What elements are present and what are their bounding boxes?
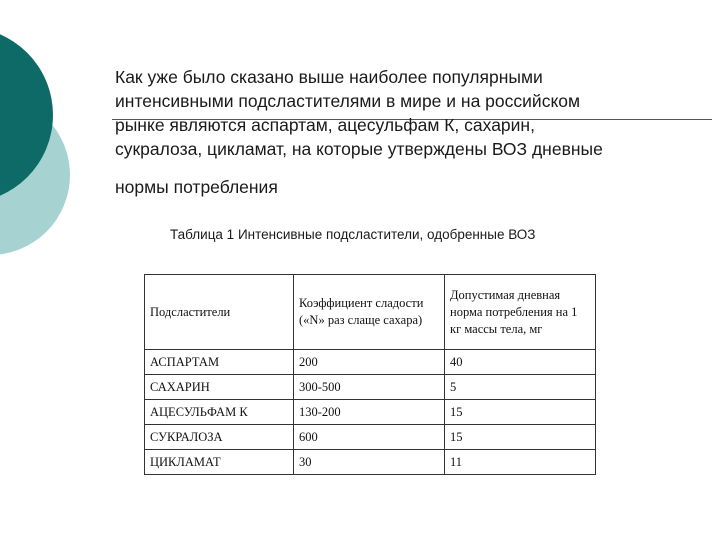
cell-intake: 15 [445, 400, 596, 425]
table-row [145, 400, 596, 425]
paragraph-line-5: нормы потребления [115, 177, 278, 197]
table-row [145, 450, 596, 475]
sweeteners-table [144, 274, 596, 475]
cell-coefficient: 600 [294, 425, 445, 450]
cell-coefficient: 30 [294, 450, 445, 475]
decorative-circles [0, 0, 80, 300]
cell-name: САХАРИН [145, 375, 294, 400]
cell-coefficient: 300-500 [294, 375, 445, 400]
header-daily-intake: Допустимая дневная норма потребления на 1 кг массы тела, мг [445, 275, 596, 350]
cell-intake: 40 [445, 350, 596, 375]
cell-intake: 5 [445, 375, 596, 400]
intro-paragraph [115, 65, 695, 199]
cell-name: ЦИКЛАМАТ [145, 450, 294, 475]
table-row [145, 350, 596, 375]
cell-name: АСПАРТАМ [145, 350, 294, 375]
table-row [145, 375, 596, 400]
header-sweeteners: Подсластители [145, 275, 294, 350]
cell-name: АЦЕСУЛЬФАМ К [145, 400, 294, 425]
paragraph-line-4: сукралоза, цикламат, на которые утверждены ВОЗ дневные [115, 139, 603, 159]
cell-intake: 15 [445, 425, 596, 450]
cell-coefficient: 200 [294, 350, 445, 375]
table-row [145, 425, 596, 450]
paragraph-line-3: рынке являются аспартам, ацесульфам К, сахарин, [115, 115, 535, 135]
table-caption: Таблица 1 Интенсивные подсластители, одобренные ВОЗ [170, 227, 536, 242]
cell-coefficient: 130-200 [294, 400, 445, 425]
table-header-row [145, 275, 596, 350]
header-sweetness-coefficient: Коэффициент сладости («N» раз слаще сахара) [294, 275, 445, 350]
cell-name: СУКРАЛОЗА [145, 425, 294, 450]
cell-intake: 11 [445, 450, 596, 475]
paragraph-line-1: Как уже было сказано выше наиболее популярными [115, 67, 543, 87]
paragraph-line-2: интенсивными подсластителями в мире и на российском [115, 91, 581, 111]
